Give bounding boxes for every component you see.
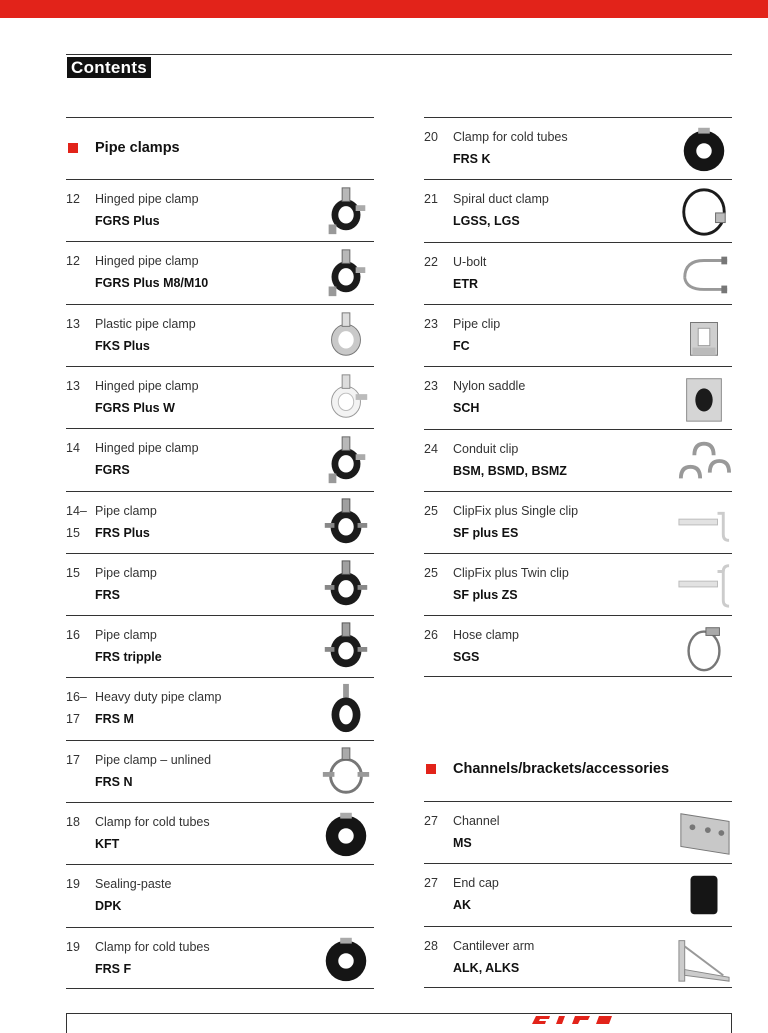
- item-name: ClipFix plus Twin clip: [453, 566, 569, 581]
- item-name: Spiral duct clamp: [453, 192, 549, 207]
- item-code: SGS: [453, 650, 480, 665]
- contents-row: [424, 366, 732, 428]
- item-name: Pipe clip: [453, 316, 501, 331]
- contents-row: [66, 677, 374, 739]
- contents-row: [424, 863, 732, 925]
- heavy-clamp-icon: [318, 682, 374, 736]
- contents-row: [424, 553, 732, 615]
- item-name: Clamp for cold tubes: [453, 130, 568, 144]
- item-name: End cap: [453, 876, 499, 891]
- page-number-start: 16: [66, 628, 80, 643]
- contents-row: [66, 304, 374, 366]
- page-number-start: 15: [66, 565, 80, 580]
- pipe-clamp-icon: [318, 558, 374, 612]
- contents-row: [66, 615, 374, 677]
- section-pipe-clamps: [66, 117, 374, 179]
- item-name: Sealing-paste: [95, 877, 172, 892]
- contents-row: [424, 242, 732, 304]
- page-number: [424, 935, 452, 957]
- item-code: AK: [453, 898, 472, 913]
- item-code: FGRS Plus W: [95, 400, 175, 415]
- item-name: Channel: [453, 814, 500, 828]
- item-code: DPK: [95, 899, 122, 914]
- page-number-start: 19: [66, 877, 80, 892]
- page-number-start: 12: [66, 254, 80, 269]
- contents-row: [66, 927, 374, 989]
- page-number: [424, 810, 452, 832]
- item-name: Pipe clamp: [95, 565, 157, 580]
- contents-row: [66, 366, 374, 428]
- page-number-start: 13: [66, 378, 80, 393]
- contents-row: [66, 553, 374, 615]
- section-bullet: [68, 143, 78, 153]
- contents-row: [66, 864, 374, 926]
- page-number: [66, 437, 94, 459]
- item-name: Conduit clip: [453, 441, 519, 456]
- cantilever-arm-icon: [676, 931, 732, 985]
- page-number-start: 24: [424, 441, 438, 456]
- item-code: FRS K: [453, 152, 491, 166]
- conduit-clip-icon: [676, 434, 732, 488]
- contents-row: [66, 802, 374, 864]
- page-number: [424, 872, 452, 894]
- item-name: Hinged pipe clamp: [95, 441, 199, 456]
- section-title: Pipe clamps: [95, 140, 180, 156]
- nylon-saddle-icon: [676, 371, 732, 425]
- page-number-start: 25: [424, 503, 438, 518]
- page-number: [66, 313, 94, 335]
- page-number: [424, 375, 452, 397]
- page-number: [424, 188, 452, 210]
- page-number-start: 20: [424, 130, 438, 144]
- page-title: Contents: [67, 57, 151, 78]
- item-name: Hose clamp: [453, 628, 519, 643]
- contents-row: [66, 179, 374, 241]
- item-code: FC: [453, 338, 470, 353]
- item-code: MS: [453, 836, 472, 850]
- contents-row: [424, 926, 732, 988]
- cold-tube-clamp-icon: [676, 122, 732, 176]
- contents-row: [424, 117, 732, 179]
- item-name: Pipe clamp: [95, 503, 157, 518]
- item-name: Heavy duty pipe clamp: [95, 690, 222, 705]
- item-code: FRS: [95, 587, 120, 602]
- section-channels-brackets-accessories: [424, 739, 732, 801]
- page-number: [424, 500, 452, 522]
- contents-row: [66, 428, 374, 490]
- page-number: [66, 873, 94, 895]
- cold-tube-clamp-icon: [318, 807, 374, 861]
- item-name: Plastic pipe clamp: [95, 316, 196, 331]
- page-number-end: 15: [66, 525, 80, 540]
- page-number: [66, 500, 94, 544]
- contents-row: [424, 491, 732, 553]
- pipe-clamp-icon: [318, 496, 374, 550]
- contents-row: [66, 740, 374, 802]
- contents-row: [66, 241, 374, 303]
- item-name: ClipFix plus Single clip: [453, 503, 579, 518]
- item-name: Hinged pipe clamp: [95, 378, 199, 393]
- item-code: LGSS, LGS: [453, 214, 520, 229]
- item-code: FRS tripple: [95, 650, 162, 665]
- item-code: FKS Plus: [95, 338, 150, 353]
- page-number-start: 17: [66, 752, 80, 767]
- page-number-start: 23: [424, 316, 438, 331]
- spiral-duct-clamp-icon: [676, 184, 732, 238]
- contents-row: [66, 491, 374, 553]
- page-number-start: 12: [66, 192, 80, 206]
- section-title: Channels/brackets/accessories: [453, 761, 670, 777]
- end-cap-icon: [676, 868, 732, 922]
- hinged-clamp-icon: [318, 433, 374, 487]
- contents-row: [424, 615, 732, 677]
- cold-tube-clamp-icon: [318, 932, 374, 986]
- item-code: FRS F: [95, 961, 132, 976]
- page-number: [66, 375, 94, 397]
- page-number-start: 28: [424, 938, 438, 953]
- item-code: KFT: [95, 837, 120, 851]
- page-number-start: 14–: [66, 503, 87, 518]
- item-code: FRS M: [95, 712, 134, 727]
- single-clip-icon: [676, 496, 732, 550]
- contents-row: [424, 801, 732, 863]
- item-code: BSM, BSMD, BSMZ: [453, 463, 567, 478]
- page-number: [66, 686, 94, 730]
- page-number: [66, 811, 94, 833]
- page-number: [424, 438, 452, 460]
- item-name: Hinged pipe clamp: [95, 254, 199, 269]
- page-number-start: 23: [424, 379, 438, 394]
- item-name: Clamp for cold tubes: [95, 815, 210, 829]
- item-code: SCH: [453, 401, 480, 416]
- page-number-start: 13: [66, 316, 80, 331]
- item-code: SF plus ZS: [453, 588, 518, 603]
- contents-row: [424, 304, 732, 366]
- top-red-bar: [0, 0, 768, 18]
- brand-logo-fragment: [530, 1016, 615, 1024]
- plastic-clamp-icon: [318, 309, 374, 363]
- item-code: SF plus ES: [453, 525, 519, 540]
- item-name: U-bolt: [453, 254, 487, 269]
- page-number-start: 26: [424, 628, 438, 643]
- u-bolt-icon: [676, 247, 732, 301]
- page-number-start: 16–: [66, 690, 87, 705]
- item-code: ALK, ALKS: [453, 960, 520, 975]
- contents-row: [424, 429, 732, 491]
- item-name: Cantilever arm: [453, 938, 535, 953]
- page-number: [66, 188, 94, 210]
- item-code: FRS N: [95, 774, 133, 789]
- page-number: [66, 562, 94, 584]
- page-number: [66, 250, 94, 272]
- item-code: FGRS Plus M8/M10: [95, 276, 209, 291]
- page-number: [424, 251, 452, 273]
- page-number: [424, 562, 452, 584]
- item-code: ETR: [453, 276, 478, 291]
- item-name: Clamp for cold tubes: [95, 939, 210, 954]
- white-clamp-icon: [318, 371, 374, 425]
- item-name: Nylon saddle: [453, 379, 526, 394]
- contents-row: [424, 179, 732, 241]
- header-rule: [66, 54, 732, 55]
- page-number: [424, 126, 452, 148]
- pipe-clip-icon: [676, 309, 732, 363]
- page-number-start: 21: [424, 192, 438, 207]
- page-number-start: 18: [66, 815, 80, 829]
- item-name: Pipe clamp: [95, 628, 157, 643]
- hinged-clamp-icon: [318, 246, 374, 300]
- channel-icon: [676, 806, 732, 860]
- page-number: [424, 313, 452, 335]
- hose-clamp-icon: [676, 620, 732, 674]
- unlined-clamp-icon: [318, 745, 374, 799]
- page-number-start: 27: [424, 876, 438, 891]
- page-number: [66, 936, 94, 958]
- pipe-clamp-icon: [318, 620, 374, 674]
- page-number-start: 14: [66, 441, 80, 456]
- page-number: [66, 749, 94, 771]
- item-name: Pipe clamp – unlined: [95, 752, 212, 767]
- item-code: FRS Plus: [95, 525, 150, 540]
- page-number: [424, 624, 452, 646]
- item-code: FGRS: [95, 463, 130, 478]
- item-name: Hinged pipe clamp: [95, 192, 199, 206]
- twin-clip-icon: [676, 558, 732, 612]
- footer-box: [66, 1013, 732, 1033]
- hinged-clamp-icon: [318, 184, 374, 238]
- item-code: FGRS Plus: [95, 214, 160, 228]
- page-number: [66, 624, 94, 646]
- page-number-start: 25: [424, 566, 438, 581]
- section-bullet: [426, 764, 436, 774]
- page-number-end: 17: [66, 712, 80, 727]
- page-number-start: 27: [424, 814, 438, 828]
- page-number-start: 22: [424, 254, 438, 269]
- page-number-start: 19: [66, 939, 80, 954]
